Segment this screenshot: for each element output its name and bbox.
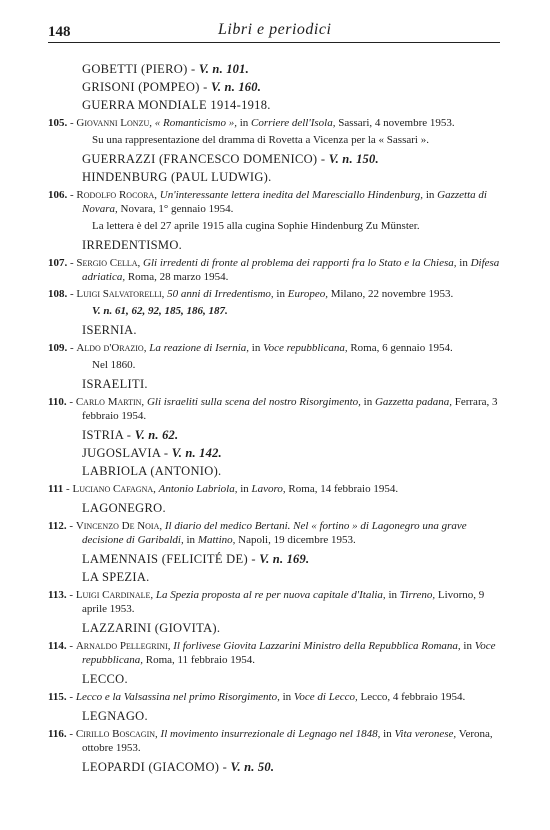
entry-title: Gli israeliti sulla scena del nostro Risorgimento, <box>146 396 361 408</box>
entry-connector: in <box>237 483 252 495</box>
note-text: V. n. 61, 62, 92, 185, 186, 187. <box>92 305 228 317</box>
entry-publication: Lecco, 4 febbraio 1954. <box>357 691 466 703</box>
entry-connector: in <box>183 534 198 546</box>
section-heading <box>82 426 500 444</box>
bibliography-list <box>48 60 500 776</box>
bibliography-entry: 105. - Giovanni Lonzu, « Romanticismo », in Corriere dell'Isola, Sassari, 4 novembre 1953. <box>48 117 455 129</box>
section-heading <box>82 444 500 462</box>
entry-publication: Livorno, 9 aprile 1953. <box>82 589 485 615</box>
entry-number: 113. <box>48 589 67 601</box>
section-heading <box>82 168 500 186</box>
entry-connector: in <box>279 691 294 703</box>
entry-journal: Mattino, <box>197 534 236 546</box>
heading-text: GUERRAZZI (FRANCESCO DOMENICO) - <box>82 152 329 166</box>
entry-publication: Sassari, 4 novembre 1953. <box>335 117 455 129</box>
entry-title: Lecco e la Valsassina nel primo Risorgimento, <box>75 691 280 703</box>
entry-journal: Corriere dell'Isola, <box>251 117 336 129</box>
entry-author: Carlo Martin, <box>75 396 145 408</box>
note-text: Nel 1860. <box>92 359 136 371</box>
heading-text: LEOPARDI (GIACOMO) - <box>82 760 231 774</box>
entry-connector: in <box>460 640 475 652</box>
entry-author: Sergio Cella, <box>76 257 141 269</box>
heading-text: JUGOSLAVIA - <box>82 446 172 460</box>
bibliography-entry: 108. - Luigi Salvatorelli, 50 anni di Irredentismo, in Europeo, Milano, 22 novembre 1953. <box>48 288 454 300</box>
entry-publication: Roma, 28 marzo 1954. <box>125 271 229 283</box>
cross-reference: V. n. 50. <box>230 760 275 774</box>
entry-note <box>92 133 500 147</box>
entry-number: 116. <box>48 728 67 740</box>
entry-connector: in <box>273 288 288 300</box>
entry-title: Antonio Labriola, <box>158 483 238 495</box>
entry-author: Vincenzo De Noia, <box>75 520 163 532</box>
heading-text: ISRAELITI. <box>82 377 148 391</box>
entry-title: La reazione di Isernia, <box>149 342 250 354</box>
cross-reference: V. n. 62. <box>134 428 179 442</box>
entry-publication: Novara, 1° gennaio 1954. <box>117 203 234 215</box>
entry-author: Cirillo Boscagin, <box>75 728 158 740</box>
entry-number: 109. <box>48 342 68 354</box>
bibliography-entry: 114. - Arnaldo Pellegrini, Il forlivese Giovita Lazzarini Ministro della Repubblica Romana, in Voce repubblicana, Roma, 11 febbraio 1954. <box>48 640 496 666</box>
section-heading <box>82 321 500 339</box>
entry-publication: Roma, 11 febbraio 1954. <box>143 654 256 666</box>
cross-reference: V. n. 160. <box>210 80 262 94</box>
heading-text: LAZZARINI (GIOVITA). <box>82 621 221 635</box>
entry-publication: Roma, 14 febbraio 1954. <box>285 483 399 495</box>
bibliography-entry: 116. - Cirillo Boscagin, Il movimento insurrezionale di Legnago nel 1848, in Vita veronese, Verona, ottobre 1953. <box>48 728 493 754</box>
entry-author: Luigi Salvatorelli, <box>76 288 165 300</box>
section-heading <box>82 619 500 637</box>
bibliography-entry: 113. - Luigi Cardinale, La Spezia proposta al re per nuova capitale d'Italia, in Tirreno, Livorno, 9 aprile 1953. <box>48 589 485 615</box>
header-rule <box>48 42 500 43</box>
entry-connector: in <box>236 117 252 129</box>
note-text: La lettera è del 27 aprile 1915 alla cugina Sophie Hindenburg Zu Münster. <box>92 220 420 232</box>
entry-title: Il forlivese Giovita Lazzarini Ministro della Repubblica Romana, <box>173 640 461 652</box>
heading-text: ISERNIA. <box>82 323 137 337</box>
entry-publication: Ferrara, 3 febbraio 1954. <box>82 396 498 422</box>
section-heading <box>82 462 500 480</box>
entry-author: Luciano Cafagna, <box>72 483 156 495</box>
entry-number: 106. <box>48 189 68 201</box>
bibliography-entry: 106. - Rodolfo Rocora, Un'interessante lettera inedita del Maresciallo Hindenburg, in Gazzetta di Novara, Novara, 1° gennaio 1954. <box>48 189 487 215</box>
entry-author: Luigi Cardinale, <box>75 589 154 601</box>
section-heading <box>82 758 500 776</box>
heading-text: IRREDENTISMO. <box>82 238 183 252</box>
heading-text: LAMENNAIS (FELICITÉ DE) - <box>82 552 260 566</box>
entry-number: 114. <box>48 640 67 652</box>
entry-title: Un'interessante lettera inedita del Maresciallo Hindenburg, <box>159 189 424 201</box>
heading-text: HINDENBURG (PAUL LUDWIG). <box>82 170 272 184</box>
entry-number: 110. <box>48 396 67 408</box>
entry-title: Il diario del medico Bertani. Nel « fortino » di Lagonegro una grave decisione di Garibaldi, <box>82 520 467 546</box>
heading-text: LA SPEZIA. <box>82 570 150 584</box>
heading-text: ISTRIA - <box>82 428 135 442</box>
entry-journal: Tirreno, <box>399 589 436 601</box>
section-heading <box>82 60 500 78</box>
heading-text: GRISONI (POMPEO) - <box>82 80 211 94</box>
entry-connector: in <box>380 728 395 740</box>
entry-connector: in <box>249 342 264 354</box>
entry-title: Il movimento insurrezionale di Legnago nel 1848, <box>160 728 381 740</box>
heading-text: LECCO. <box>82 672 128 686</box>
entry-author: Arnaldo Pellegrini, <box>75 640 171 652</box>
cross-reference: V. n. 142. <box>171 446 222 460</box>
bibliography-entry: 107. - Sergio Cella, Gli irredenti di fronte al problema dei rapporti fra lo Stato e la Chiesa, in Difesa adriatica, Roma, 28 marzo 1954. <box>48 257 500 283</box>
entry-publication: Roma, 6 gennaio 1954. <box>347 342 453 354</box>
page-header <box>48 18 500 40</box>
cross-reference: V. n. 150. <box>328 152 379 166</box>
bibliography-entry: 109. - Aldo d'Orazio, La reazione di Isernia, in Voce repubblicana, Roma, 6 gennaio 1954. <box>48 342 453 354</box>
entry-number: 105. <box>48 117 68 129</box>
entry-journal: Gazzetta padana, <box>374 396 452 408</box>
section-heading <box>82 78 500 96</box>
section-heading <box>82 568 500 586</box>
entry-note <box>92 358 500 372</box>
entry-connector: in <box>360 396 375 408</box>
entry-number: 108. <box>48 288 68 300</box>
entry-publication: Napoli, 19 dicembre 1953. <box>235 534 356 546</box>
entry-publication: Milano, 22 novembre 1953. <box>327 288 454 300</box>
entry-connector: in <box>423 189 438 201</box>
note-text: Su una rappresentazione del dramma di Rovetta a Vicenza per la « Sassari ». <box>92 134 429 146</box>
heading-text: LAGONEGRO. <box>82 501 166 515</box>
heading-text: LABRIOLA (ANTONIO). <box>82 464 222 478</box>
heading-text: GUERRA MONDIALE 1914-1918. <box>82 98 271 112</box>
entry-journal: Lavoro, <box>251 483 286 495</box>
entry-journal: Voce repubblicana, <box>263 342 348 354</box>
heading-text: GOBETTI (PIERO) - <box>82 62 199 76</box>
entry-connector: in <box>456 257 471 269</box>
bibliography-entry: 112. - Vincenzo De Noia, Il diario del medico Bertani. Nel « fortino » di Lagonegro una grave decisione di Garibaldi, in Mattino, Napoli, 19 dicembre 1953. <box>48 520 467 546</box>
section-heading <box>82 499 500 517</box>
section-heading <box>82 707 500 725</box>
cross-reference: V. n. 101. <box>198 62 249 76</box>
entry-title: Gli irredenti di fronte al problema dei rapporti fra lo Stato e la Chiesa, <box>143 257 457 269</box>
running-title: Libri e periodici <box>218 21 332 38</box>
entry-journal: Voce di Lecco, <box>293 691 358 703</box>
bibliography-entry: 115. - Lecco e la Valsassina nel primo Risorgimento, in Voce di Lecco, Lecco, 4 febbraio 1954. <box>48 691 466 703</box>
cross-reference: V. n. 169. <box>259 552 310 566</box>
page-number: 148 <box>48 24 71 40</box>
section-heading <box>82 375 500 393</box>
entry-author: Rodolfo Rocora, <box>76 189 158 201</box>
entry-number: 111 <box>48 483 64 495</box>
section-heading <box>82 96 500 114</box>
entry-journal: Difesa adriatica, <box>82 257 500 283</box>
entry-connector: in <box>385 589 400 601</box>
entry-author: Aldo d'Orazio, <box>76 342 147 354</box>
entry-note <box>92 219 500 233</box>
bibliography-entry: 111 - Luciano Cafagna, Antonio Labriola, in Lavoro, Roma, 14 febbraio 1954. <box>48 483 399 495</box>
entry-number: 112. <box>48 520 67 532</box>
section-heading <box>82 236 500 254</box>
section-heading <box>82 150 500 168</box>
entry-title: La Spezia proposta al re per nuova capitale d'Italia, <box>155 589 386 601</box>
entry-number: 107. <box>48 257 68 269</box>
entry-journal: Gazzetta di Novara, <box>82 189 487 215</box>
entry-publication: Verona, ottobre 1953. <box>82 728 493 754</box>
entry-note <box>92 304 500 318</box>
section-heading <box>82 550 500 568</box>
entry-journal: Vita veronese, <box>394 728 457 740</box>
heading-text: LEGNAGO. <box>82 709 148 723</box>
entry-journal: Europeo, <box>287 288 328 300</box>
entry-title: 50 anni di Irredentismo, <box>167 288 274 300</box>
entry-journal: Voce repubblicana, <box>82 640 496 666</box>
entry-title: « Romanticismo », <box>154 117 237 129</box>
entry-number: 115. <box>48 691 67 703</box>
bibliography-entry: 110. - Carlo Martin, Gli israeliti sulla scena del nostro Risorgimento, in Gazzetta padana, Ferrara, 3 febbraio 1954. <box>48 396 498 422</box>
section-heading <box>82 670 500 688</box>
entry-author: Giovanni Lonzu, <box>76 117 152 129</box>
